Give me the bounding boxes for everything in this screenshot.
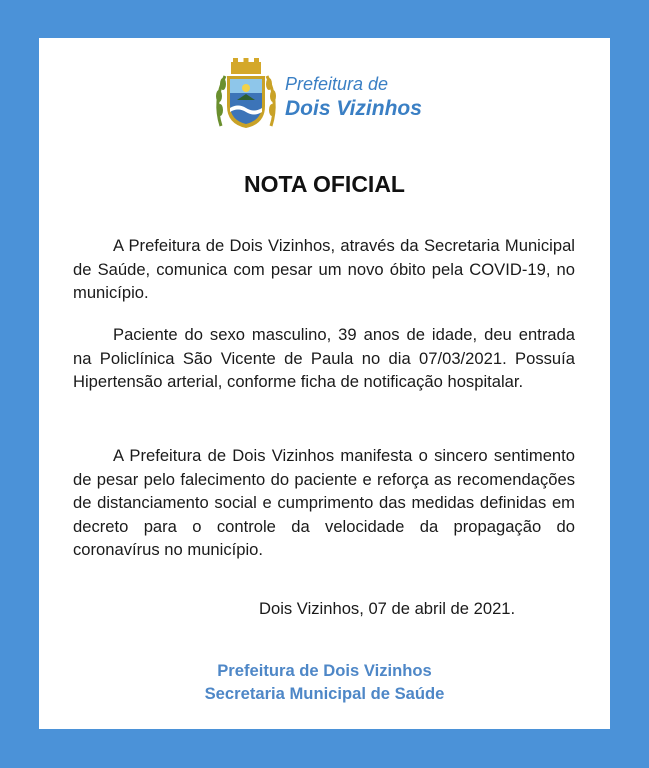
brand-name-line1: Prefeitura de bbox=[285, 74, 389, 94]
municipal-logo bbox=[211, 56, 451, 131]
notice-paragraph-2: Paciente do sexo masculino, 39 anos de idade, deu entrada na Policlínica São Vicente de Paula no dia 07/03/2021. Possuía Hipertensão arterial, conforme ficha de notificação hospitalar. bbox=[73, 325, 575, 392]
coat-of-arms-icon bbox=[211, 56, 281, 131]
dateline: Dois Vizinhos, 07 de abril de 2021. bbox=[259, 599, 516, 618]
notice-title: NOTA OFICIAL bbox=[244, 171, 405, 197]
notice-paragraph-3: A Prefeitura de Dois Vizinhos manifesta o sincero sentimento de pesar pelo falecimento do paciente e reforça as recomendações de distanciamento social e cumprimento das medidas definidas em decreto para o controle da velocidade da propagação do coronavírus no município. bbox=[73, 446, 575, 560]
notice-paragraph-1: A Prefeitura de Dois Vizinhos, através da Secretaria Municipal de Saúde, comunica com pesar um novo óbito pela COVID-19, no município. bbox=[73, 236, 575, 303]
signature-line1: Prefeitura de Dois Vizinhos bbox=[217, 661, 432, 680]
notice-page bbox=[39, 38, 610, 729]
signature-line2: Secretaria Municipal de Saúde bbox=[204, 684, 445, 703]
brand-name-line2: Dois Vizinhos bbox=[285, 97, 422, 120]
